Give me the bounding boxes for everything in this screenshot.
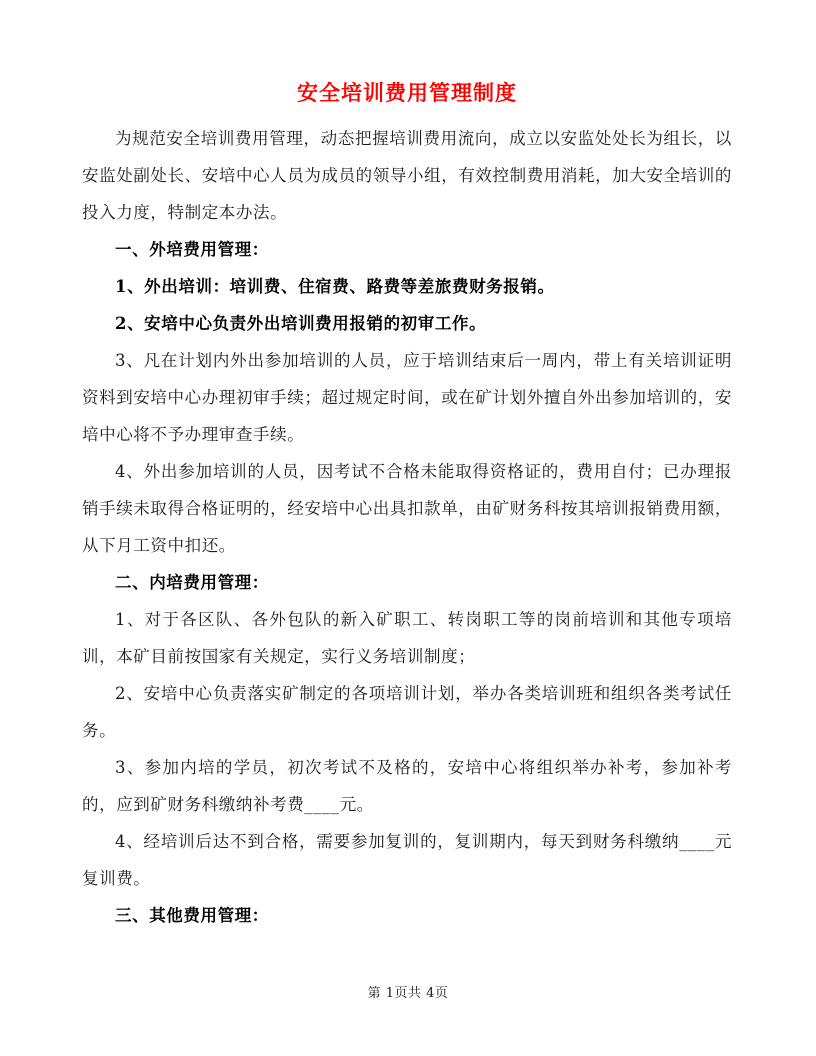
paragraph-section-2-item-2: 2、安培中心负责落实矿制定的各项培训计划，举办各类培训班和组织各类考试任务。 xyxy=(82,684,732,740)
paragraph-section-2-item-3: 3、参加内培的学员，初次考试不及格的，安培中心将组织举办补考，参加补考的，应到矿财务科缴纳补考费____元。 xyxy=(82,758,732,814)
paragraph-section-2-item-4: 4、经培训后达不到合格，需要参加复训的，复训期内，每天到财务科缴纳____元复训费。 xyxy=(82,832,732,888)
paragraph-intro: 为规范安全培训费用管理，动态把握培训费用流向，成立以安监处处长为组长，以安监处副处长、安培中心人员为成员的领导小组，有效控制费用消耗，加大安全培训的投入力度，特制定本办法。 xyxy=(82,129,732,222)
paragraph-section-1-item-2: 2、安培中心负责外出培训费用报销的初审工作。 xyxy=(115,314,487,333)
heading-section-2: 二、内培费用管理： xyxy=(115,573,269,592)
page-title: 安全培训费用管理制度 xyxy=(297,81,517,105)
page-footer: 第 1页共 4页 xyxy=(367,986,449,1001)
paragraph-section-1-item-4: 4、外出参加培训的人员，因考试不合格未能取得资格证的，费用自付；已办理报销手续未取得合格证明的，经安培中心出具扣款单，由矿财务科按其培训报销费用额，从下月工资中扣还。 xyxy=(82,462,732,555)
document-content xyxy=(82,76,732,934)
heading-section-3: 三、其他费用管理： xyxy=(115,906,269,925)
paragraph-section-1-item-1: 1、外出培训：培训费、住宿费、路费等差旅费财务报销。 xyxy=(115,277,555,296)
paragraph-section-2-item-1: 1、对于各区队、各外包队的新入矿职工、转岗职工等的岗前培训和其他专项培训，本矿目前按国家有关规定，实行义务培训制度； xyxy=(82,610,732,666)
paragraph-section-1-item-3: 3、凡在计划内外出参加培训的人员，应于培训结束后一周内，带上有关培训证明资料到安培中心办理初审手续；超过规定时间，或在矿计划外擅自外出参加培训的，安培中心将不予办理审查手续。 xyxy=(82,351,732,444)
heading-section-1: 一、外培费用管理： xyxy=(115,240,269,259)
